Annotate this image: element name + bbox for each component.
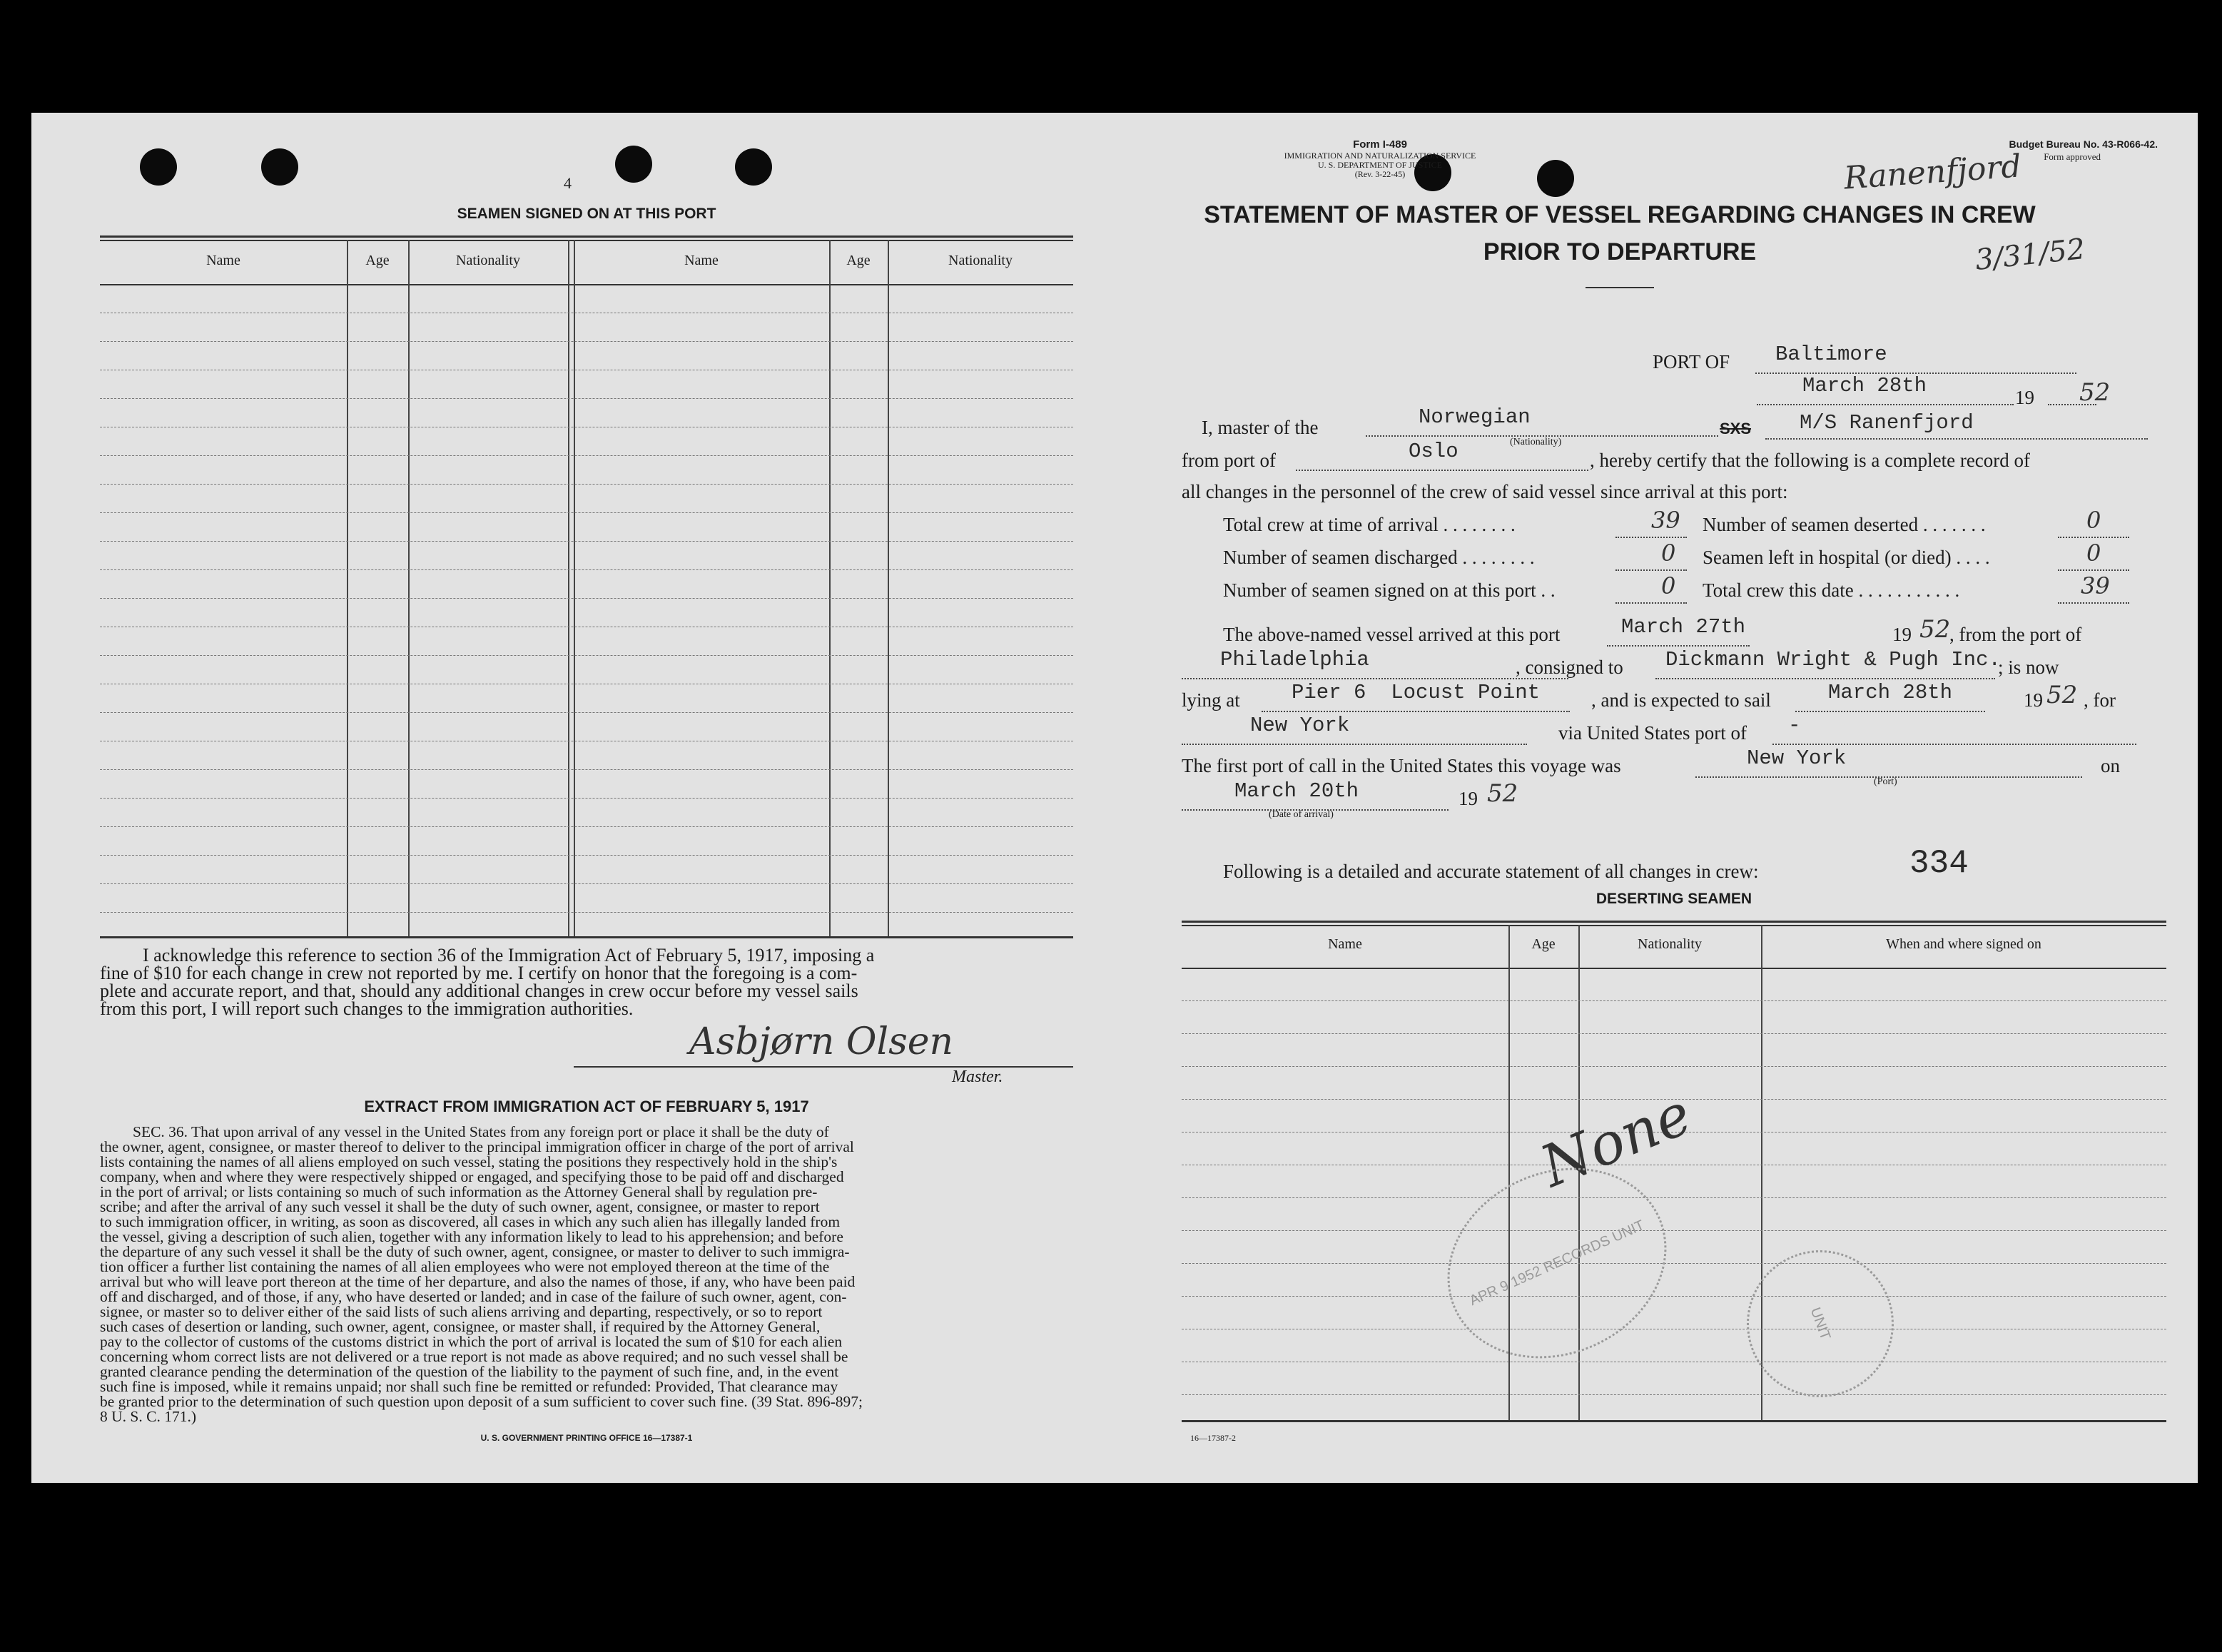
handwritten-vessel-note: Ranenfjord — [1842, 148, 2023, 197]
first-port-value: New York — [1747, 746, 1847, 770]
col-header-age: Age — [846, 253, 871, 268]
sail-year-value: 52 — [2046, 681, 2078, 709]
master-label: Master. — [952, 1068, 1003, 1086]
lying-at-label: lying at — [1182, 689, 1240, 711]
total-arrival-value: 39 — [1651, 507, 1680, 534]
first-arrival-date-value: March 20th — [1234, 779, 1359, 803]
following-statement: Following is a detailed and accurate statement of all changes in crew: — [1223, 861, 1759, 882]
sail-year-prefix: 19 — [2024, 689, 2043, 711]
agency-block: IMMIGRATION AND NATURALIZATION SERVICE U. S. DEPARTMENT OF JUSTICE (Rev. 3-22-45) — [1284, 151, 1476, 179]
from-port-of-text: , from the port of — [1949, 624, 2082, 645]
col-header-nationality: Nationality — [948, 253, 1013, 268]
on-text: on — [2101, 755, 2120, 776]
extract-text: SEC. 36. That upon arrival of any vessel in the United States from any foreign port or place it shall be the duty of the owner, agent, consignee, or master thereof to deliver to the principal immigration officer in charge of the port of arrival lists containing the names of all aliens employed on such vessel, stating the positions they respectively hold in the ship's company, when and where they were respectively shipped or engaged, and specifying those to be paid off and discharged in the port of arrival; or lists containing so much of such information as the Attorney General shall by regulation pre- scribe; and after the arrival of any such vessel it shall be the duty of such owner, agent, consignee, or master to report to such immigration officer, in writing, as soon as discovered, all cases in which any such alien has illegally landed from the vessel, giving a description of such alien, together with any information likely to lead to his apprehension; and before the departure of any such vessel it shall be the duty of such owner, agent, consignee, or master to deliver to such immigra- tion officer a further list containing the names of all alien employees who were not employed thereon at the time of the arrival but who will leave port thereon at the time of her departure, and also the names of those, if any, who have been paid off and discharged, and of those, if any, who have deserted or landed; and in case of the failure of such owner, agent, con- signee, or master so to deliver either of the said lists of such aliens arriving and departing, respectively, or so to report such cases of desertion or landing, such owner, agent, consignee, or master shall, if required by the Attorney General, pay to the collector of customs of the customs district in which the port of arrival is located the sum of $10 for each alien concerning whom correct lists are not delivered or a true report is not made as above required; and no such vessel shall be granted clearance pending the determination of the question of the liability to the payment of such fine, and, in the event such fine is imposed, while it remains unpaid; nor shall such fine be remitted or refunded: Provided, That clearance may be granted prior to the determination of such question upon deposit of a sum sufficient to cover such fine. (39 Stat. 896-897; 8 U. S. C. 171.) — [100, 1123, 863, 1425]
nationality-caption: (Nationality) — [1510, 437, 1562, 447]
deserted-label: Number of seamen deserted . . . . . . . — [1703, 514, 1986, 535]
col-header-age: Age — [1531, 936, 1556, 952]
master-of-label: I, master of the — [1202, 417, 1319, 438]
deserting-seamen-title: DESERTING SEAMEN — [1596, 891, 1752, 907]
consigned-label: , consigned to — [1516, 657, 1623, 678]
for-text: , for — [2084, 689, 2116, 711]
destination-value: New York — [1250, 714, 1350, 737]
lying-at-value: Pier 6 Locust Point — [1292, 681, 1541, 704]
signed-on-label: Number of seamen signed on at this port . . — [1223, 579, 1556, 601]
right-page — [1102, 113, 2198, 1483]
first-port-label: The first port of call in the United States this voyage was — [1182, 755, 1621, 776]
secondary-stamp: UNIT — [1726, 1230, 1914, 1418]
col-header-name: Name — [1328, 936, 1362, 952]
from-port-label: from port of — [1182, 450, 1276, 471]
year-prefix: 19 — [2015, 387, 2034, 408]
date-of-arrival-caption: (Date of arrival) — [1269, 809, 1334, 820]
gpo-footer: U. S. GOVERNMENT PRINTING OFFICE 16—17387-1 — [480, 1433, 693, 1443]
signed-on-value: 0 — [1661, 572, 1676, 599]
previous-port-value: Philadelphia — [1220, 648, 1369, 672]
discharged-label: Number of seamen discharged . . . . . . . . — [1223, 547, 1535, 568]
port-caption: (Port) — [1874, 776, 1897, 787]
acknowledgement-text: I acknowledge this reference to section 36 of the Immigration Act of February 5, 1917, imposing a fine of $10 for each change in crew not reported by me. I certify on honor that the foregoing is a com- plete and accurate report, and that, should any additional changes in crew occur before my vessel sails from this port, I will report such changes to the immigration authorities. — [100, 945, 875, 1019]
deserted-value: 0 — [2086, 507, 2101, 534]
is-now-text: ; is now — [1998, 657, 2059, 678]
certify-text: , hereby certify that the following is a complete record of — [1590, 450, 2031, 471]
arrived-year-prefix: 19 — [1892, 624, 1912, 645]
none-handwritten: None — [1531, 1080, 1700, 1200]
extract-title: EXTRACT FROM IMMIGRATION ACT OF FEBRUARY 5, 1917 — [364, 1098, 809, 1115]
port-of-value: Baltimore — [1775, 343, 1887, 366]
col-header-when-where: When and where signed on — [1886, 936, 2041, 952]
hospital-label: Seamen left in hospital (or died) . . . . — [1703, 547, 1990, 568]
form-footer-code: 16—17387-2 — [1190, 1433, 1236, 1443]
discharged-value: 0 — [1661, 539, 1676, 567]
budget-bureau: Budget Bureau No. 43-R066-42. — [2009, 138, 2158, 150]
year-value: 52 — [2079, 378, 2111, 407]
certify-text-continued: all changes in the personnel of the crew of said vessel since arrival at this port: — [1182, 481, 1788, 502]
received-stamp: APR 9 1952 RECORDS UNIT — [1417, 1134, 1698, 1392]
nationality-value: Norwegian — [1419, 405, 1531, 429]
date-value: March 28th — [1802, 374, 1927, 397]
ss-struck-out: SXS — [1720, 420, 1752, 437]
total-date-value: 39 — [2081, 572, 2110, 599]
left-page — [31, 113, 1102, 1483]
port-of-label: PORT OF — [1653, 351, 1730, 373]
col-header-name: Name — [206, 253, 240, 268]
total-arrival-label: Total crew at time of arrival . . . . . . . . — [1223, 514, 1516, 535]
total-date-label: Total crew this date . . . . . . . . . . . — [1703, 579, 1960, 601]
col-header-age: Age — [365, 253, 390, 268]
punch-hole — [615, 146, 652, 183]
via-port-value: - — [1788, 714, 1801, 737]
punch-hole — [735, 148, 772, 186]
col-header-name: Name — [684, 253, 719, 268]
first-year-value: 52 — [1487, 779, 1518, 808]
form-title-line2: PRIOR TO DEPARTURE — [1483, 238, 1757, 265]
col-header-nationality: Nationality — [456, 253, 520, 268]
punch-hole — [261, 148, 298, 186]
form-number: Form I-489 — [1353, 138, 1407, 151]
form-title-line1: STATEMENT OF MASTER OF VESSEL REGARDING CHANGES IN CREW — [1204, 201, 2036, 228]
via-port-label: via United States port of — [1558, 722, 1747, 744]
master-signature: Asbjørn Olsen — [689, 1020, 954, 1063]
page-number: 4 — [564, 174, 572, 192]
expected-sail-label: , and is expected to sail — [1591, 689, 1771, 711]
handwritten-date: 3/31/52 — [1974, 233, 2087, 277]
serial-number: 334 — [1909, 845, 1969, 882]
arrived-year-value: 52 — [1919, 615, 1951, 644]
consignee-value: Dickmann Wright & Pugh Inc. — [1665, 648, 2001, 672]
first-year-prefix: 19 — [1458, 788, 1478, 809]
punch-hole — [1537, 160, 1574, 197]
from-port-value: Oslo — [1409, 440, 1458, 463]
section-title: SEAMEN SIGNED ON AT THIS PORT — [457, 206, 716, 222]
sail-date-value: March 28th — [1828, 681, 1953, 704]
hospital-value: 0 — [2086, 539, 2101, 567]
form-approved: Form approved — [2044, 151, 2101, 162]
arrived-date-value: March 27th — [1621, 615, 1746, 639]
punch-hole — [140, 148, 177, 186]
vessel-name-value: M/S Ranenfjord — [1800, 411, 1974, 435]
col-header-nationality: Nationality — [1638, 936, 1702, 952]
arrived-label: The above-named vessel arrived at this port — [1223, 624, 1561, 645]
